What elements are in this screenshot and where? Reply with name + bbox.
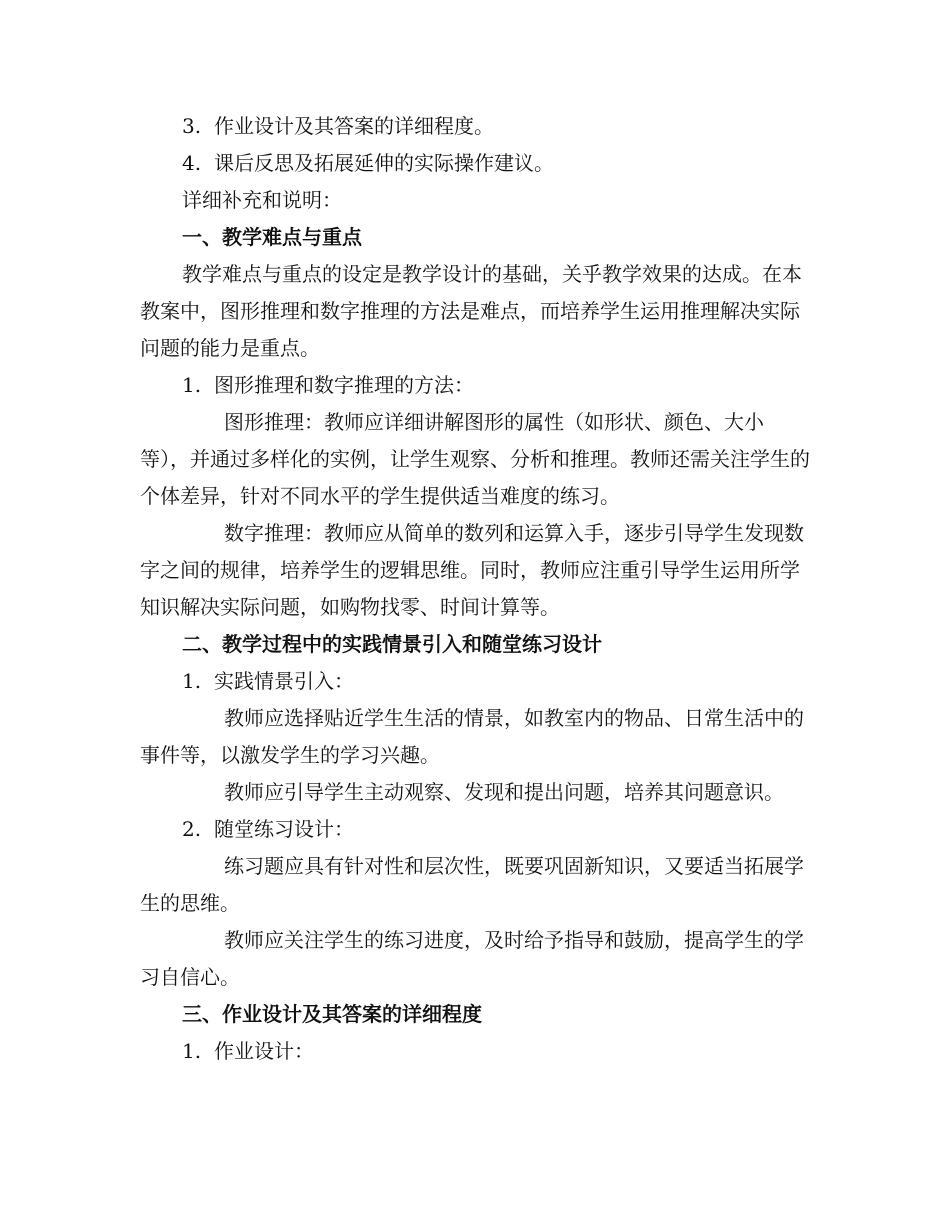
subsection-item-2 <box>140 811 810 848</box>
paragraph: 教师应关注学生的练习进度，及时给予指导和鼓励，提高学生的学习自信心。 <box>140 928 804 989</box>
section-heading-3: 三、作业设计及其答案的详细程度 <box>182 1002 482 1026</box>
document-body <box>140 108 810 1070</box>
list-number: 4. <box>182 151 202 175</box>
section-heading-2: 二、教学过程中的实践情景引入和随堂练习设计 <box>182 632 602 656</box>
paragraph: 教师应选择贴近学生生活的情景，如教室内的物品、日常生活中的事件等，以激发学生的学习兴趣。 <box>140 706 804 767</box>
list-text: 实践情景引入： <box>214 669 354 693</box>
subsection-item-1 <box>140 663 810 700</box>
section-heading-1: 一、教学难点与重点 <box>182 225 362 249</box>
list-number: 1. <box>182 1039 202 1063</box>
paragraph: 数字推理：教师应从简单的数列和运算入手，逐步引导学生发现数字之间的规律，培养学生的逻辑思维。同时，教师应注重引导学生运用所学知识解决实际问题，如购物找零、时间计算等。 <box>140 521 804 619</box>
list-item-4 <box>140 145 810 182</box>
list-text: 随堂练习设计： <box>214 817 354 841</box>
paragraph: 练习题应具有针对性和层次性，既要巩固新知识，又要适当拓展学生的思维。 <box>140 854 804 915</box>
list-number: 3. <box>182 114 202 138</box>
list-text: 作业设计： <box>214 1039 314 1063</box>
paragraph: 教师应引导学生主动观察、发现和提出问题，培养其问题意识。 <box>224 780 784 804</box>
paragraph: 教学难点与重点的设定是教学设计的基础，关乎教学效果的达成。在本教案中，图形推理和数字推理的方法是难点，而培养学生运用推理解决实际问题的能力是重点。 <box>140 262 802 360</box>
list-text: 作业设计及其答案的详细程度。 <box>214 114 494 138</box>
subsection-item-1 <box>140 1033 810 1070</box>
paragraph: 图形推理：教师应详细讲解图形的属性（如形状、颜色、大小等），并通过多样化的实例，让学生观察、分析和推理。教师还需关注学生的个体差异，针对不同水平的学生提供适当难度的练习。 <box>140 410 810 508</box>
list-text: 课后反思及拓展延伸的实际操作建议。 <box>214 151 554 175</box>
list-item-3 <box>140 108 810 145</box>
list-text: 图形推理和数字推理的方法： <box>214 373 474 397</box>
list-number: 1. <box>182 373 202 397</box>
list-number: 1. <box>182 669 202 693</box>
subsection-item-1 <box>140 367 810 404</box>
supplement-intro: 详细补充和说明： <box>182 188 342 212</box>
list-number: 2. <box>182 817 202 841</box>
